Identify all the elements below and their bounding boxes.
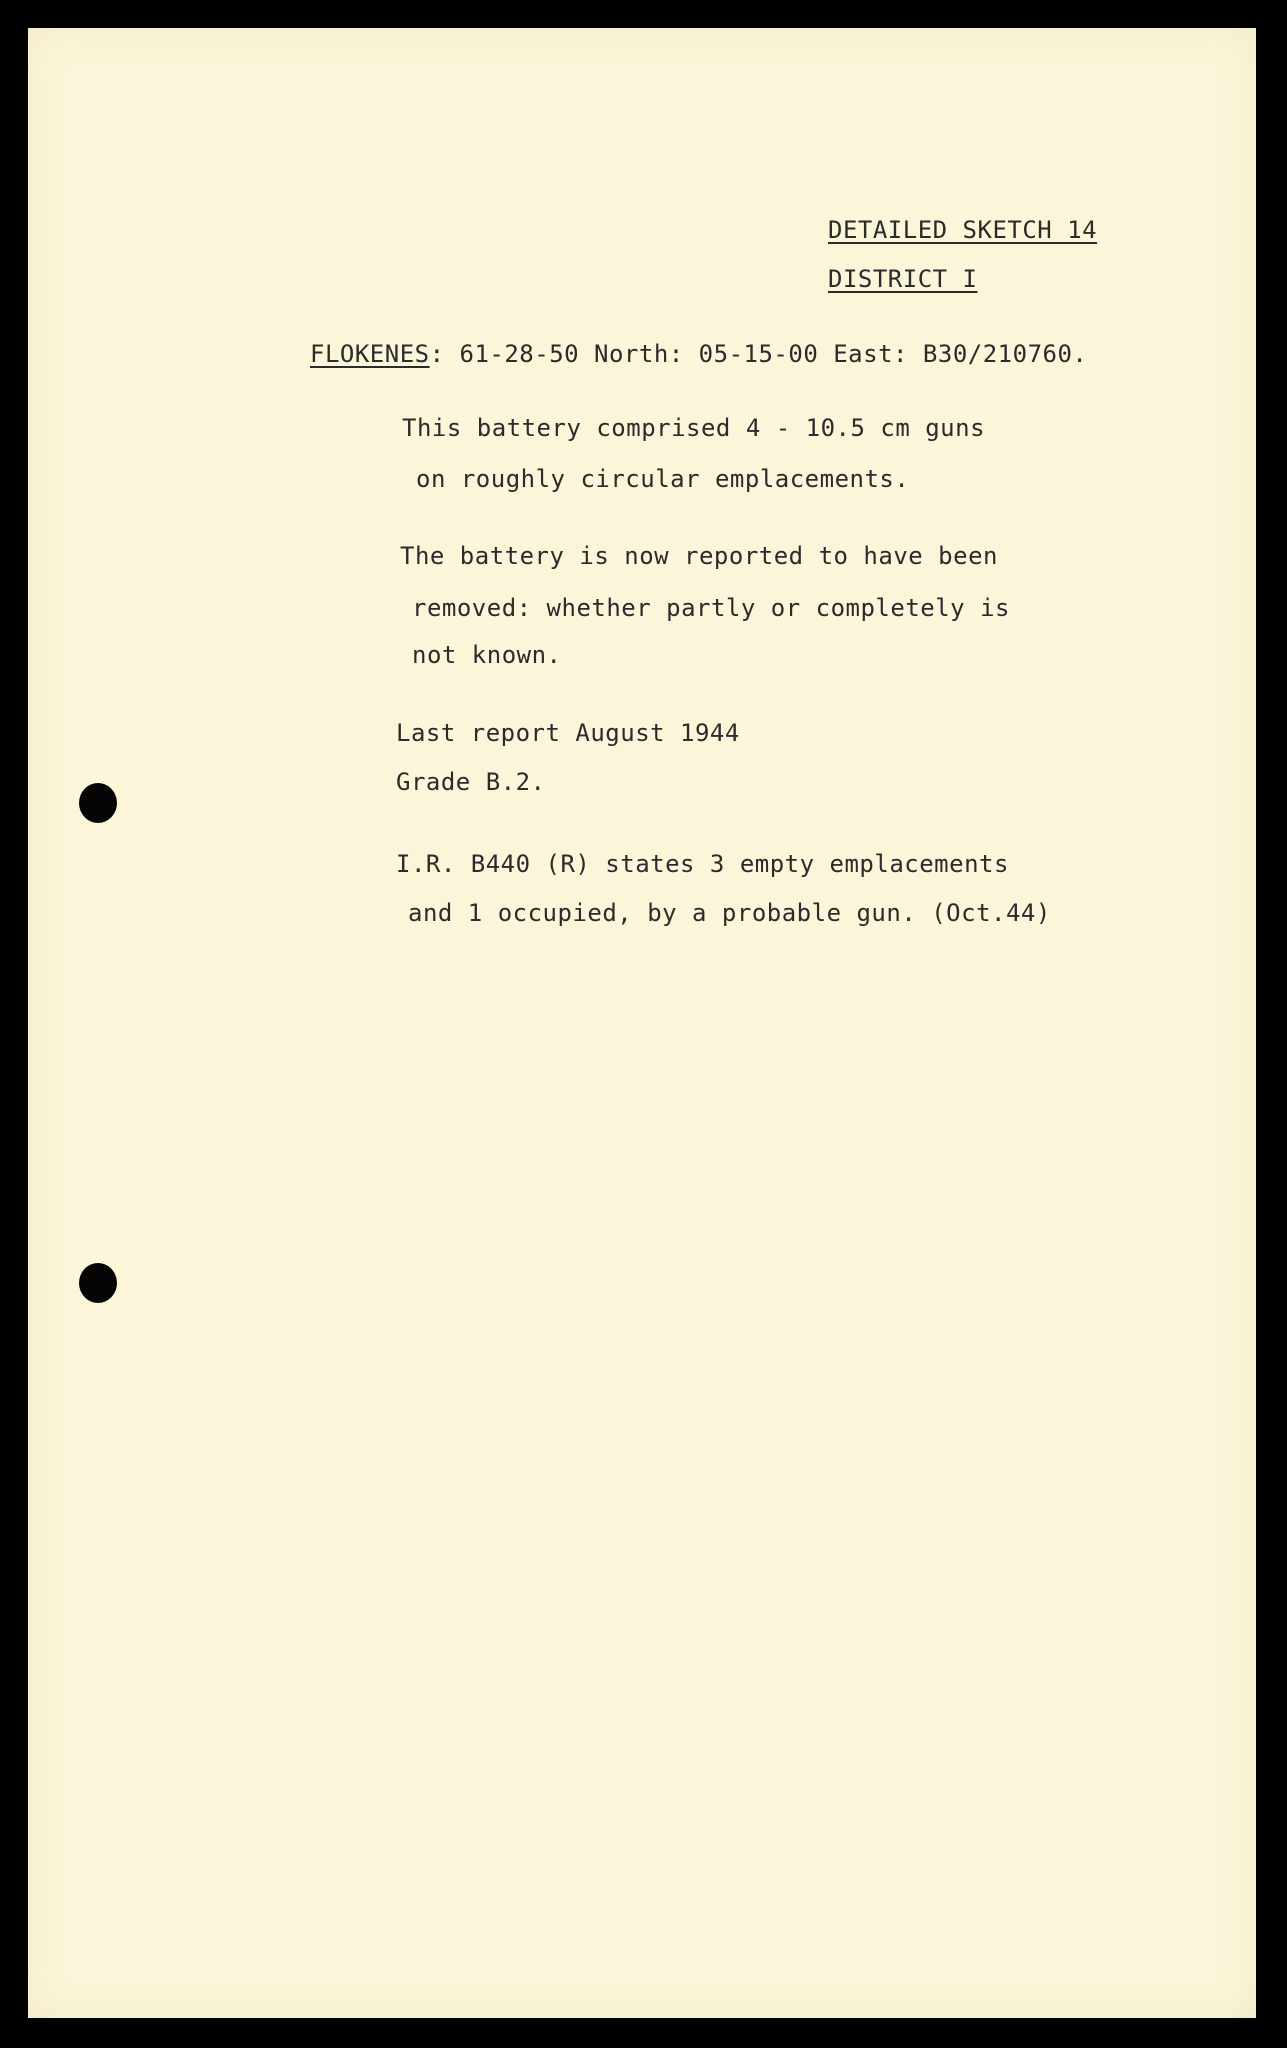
paragraph-line: Last report August 1944: [396, 719, 740, 747]
punch-hole: [79, 783, 117, 823]
paragraph-line: not known.: [412, 641, 562, 669]
punch-hole: [79, 1263, 117, 1303]
paragraph-line: Grade B.2.: [396, 768, 546, 796]
paragraph-line: on roughly circular emplacements.: [416, 465, 910, 493]
location-coordinates: : 61-28-50 North: 05-15-00 East: B30/210760.: [429, 340, 1088, 368]
paragraph-line: and 1 occupied, by a probable gun. (Oct.44): [408, 899, 1051, 927]
district-heading: DISTRICT I: [828, 265, 978, 293]
paragraph-line: This battery comprised 4 - 10.5 cm guns: [402, 414, 986, 442]
document-page: [28, 28, 1256, 2018]
location-line: [310, 340, 1087, 368]
sketch-heading: DETAILED SKETCH 14: [828, 216, 1098, 244]
location-name: FLOKENES: [310, 340, 430, 368]
paragraph-line: The battery is now reported to have been: [400, 542, 998, 570]
paragraph-line: I.R. B440 (R) states 3 empty emplacements: [396, 850, 1009, 878]
paragraph-line: removed: whether partly or completely is: [412, 594, 1010, 622]
